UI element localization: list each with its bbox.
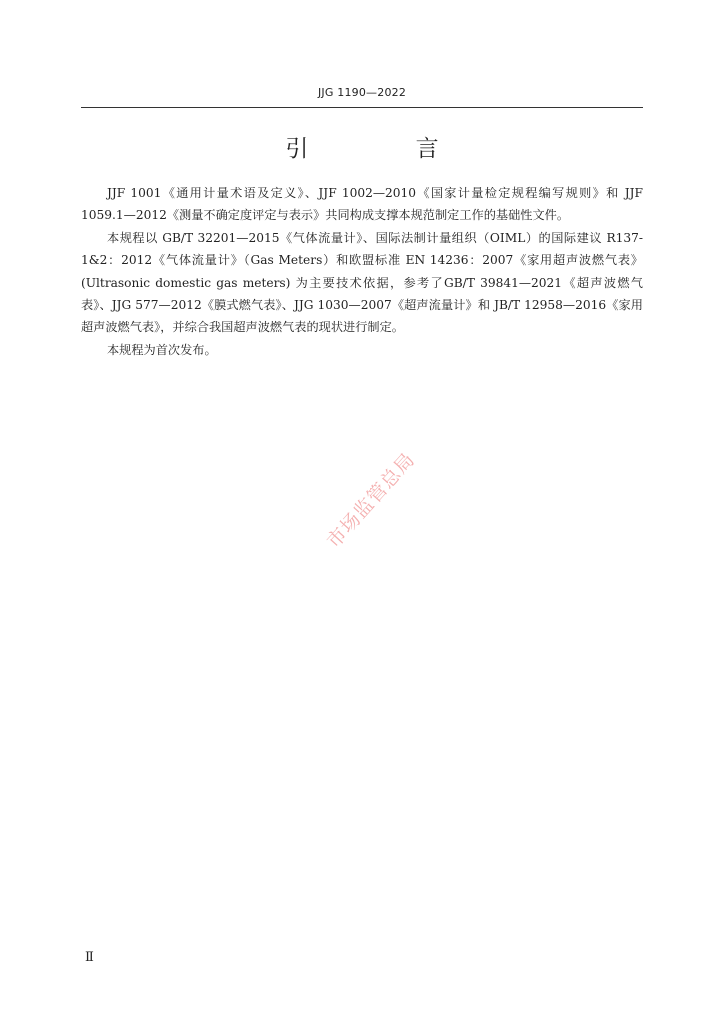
page-title: 引 言 xyxy=(285,136,489,162)
paragraph-1: JJF 1001《通用计量术语及定义》、JJF 1002—2010《国家计量检定规程编写规则》和 JJF 1059.1—2012《测量不确定度评定与表示》共同构成支撑本规范制定工作的基础性文件。 xyxy=(81,186,643,223)
page-number: Ⅱ xyxy=(85,950,94,965)
watermark: 市场监管总局 xyxy=(322,448,420,553)
header-code: JJG 1190—2022 xyxy=(317,86,407,99)
header-divider xyxy=(81,107,643,108)
body-text xyxy=(81,182,643,361)
paragraph-3: 本规程为首次发布。 xyxy=(107,342,217,357)
paragraph-2: 本规程以 GB/T 32201—2015《气体流量计》、国际法制计量组织（OIML）的国际建议 R137-1&2：2012《气体流量计》（Gas Meters）和欧盟标准 EN 14236：2007《家用超声波燃气表》(Ultrasonic domestic gas meters) 为主要技术依据，参考了GB/T 39841—2021《超声波燃气表》、JJG 577—2012《膜式燃气表》、JJG 1030—2007《超声流量计》和 JB/T 12958—2016《家用超声波燃气表》，并综合我国超声波燃气表的现状进行制定。 xyxy=(81,230,643,335)
